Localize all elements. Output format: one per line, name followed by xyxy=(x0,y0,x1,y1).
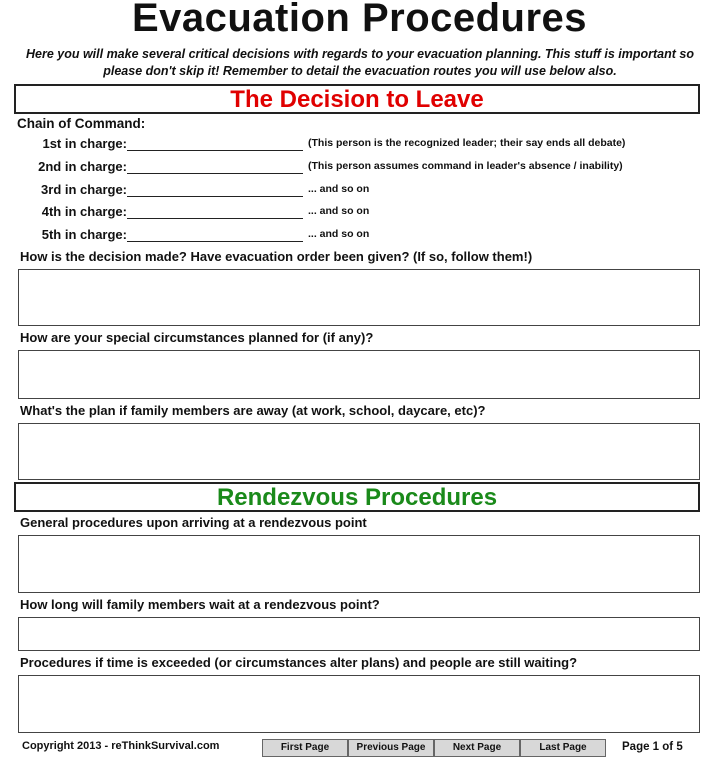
chain-label-5: 5th in charge: xyxy=(41,227,127,242)
next-page-button[interactable]: Next Page xyxy=(434,739,520,757)
question-special-circumstances: How are your special circumstances planned for (if any)? xyxy=(20,330,374,345)
chain-field-5[interactable] xyxy=(127,241,303,242)
question-time-exceeded: Procedures if time is exceeded (or circumstances alter plans) and people are still waiting? xyxy=(20,655,578,670)
chain-field-1[interactable] xyxy=(127,150,303,151)
question-decision-made: How is the decision made? Have evacuation order been given? (If so, follow them!) xyxy=(20,249,533,264)
chain-note-4: ... and so on xyxy=(308,205,370,217)
answer-box-wait-time[interactable] xyxy=(18,617,700,651)
section-header-rendezvous: Rendezvous Procedures xyxy=(14,482,700,512)
chain-note-2: (This person assumes command in leader's absence / inability) xyxy=(308,160,623,172)
answer-box-family-away[interactable] xyxy=(18,423,700,480)
chain-field-4[interactable] xyxy=(127,218,303,219)
first-page-button[interactable]: First Page xyxy=(262,739,348,757)
answer-box-arrival-procedures[interactable] xyxy=(18,535,700,593)
answer-box-decision-made[interactable] xyxy=(18,269,700,326)
last-page-button[interactable]: Last Page xyxy=(520,739,606,757)
question-wait-time: How long will family members wait at a rendezvous point? xyxy=(20,597,380,612)
answer-box-special-circumstances[interactable] xyxy=(18,350,700,399)
chain-field-2[interactable] xyxy=(127,173,303,174)
chain-note-1: (This person is the recognized leader; their say ends all debate) xyxy=(308,137,626,149)
question-arrival-procedures: General procedures upon arriving at a rendezvous point xyxy=(20,515,367,530)
chain-label-3: 3rd in charge: xyxy=(41,182,127,197)
chain-label-1: 1st in charge: xyxy=(42,136,127,151)
page-title: Evacuation Procedures xyxy=(131,0,588,40)
chain-label-2: 2nd in charge: xyxy=(38,159,127,174)
page-indicator: Page 1 of 5 xyxy=(622,741,683,753)
chain-note-5: ... and so on xyxy=(308,228,370,240)
chain-field-3[interactable] xyxy=(127,196,303,197)
question-family-away: What's the plan if family members are away (at work, school, daycare, etc)? xyxy=(20,403,486,418)
intro-text: Here you will make several critical decisions with regards to your evacuation planning. This stuff is important so please don't skip it! Remember to detail the evacuation routes you will use below also. xyxy=(25,47,694,78)
chain-note-3: ... and so on xyxy=(308,183,370,195)
section-header-decision: The Decision to Leave xyxy=(14,84,700,114)
answer-box-time-exceeded[interactable] xyxy=(18,675,700,733)
previous-page-button[interactable]: Previous Page xyxy=(348,739,434,757)
chain-of-command-label: Chain of Command: xyxy=(17,116,146,131)
copyright-text: Copyright 2013 - reThinkSurvival.com xyxy=(22,740,220,752)
chain-label-4: 4th in charge: xyxy=(41,204,127,219)
